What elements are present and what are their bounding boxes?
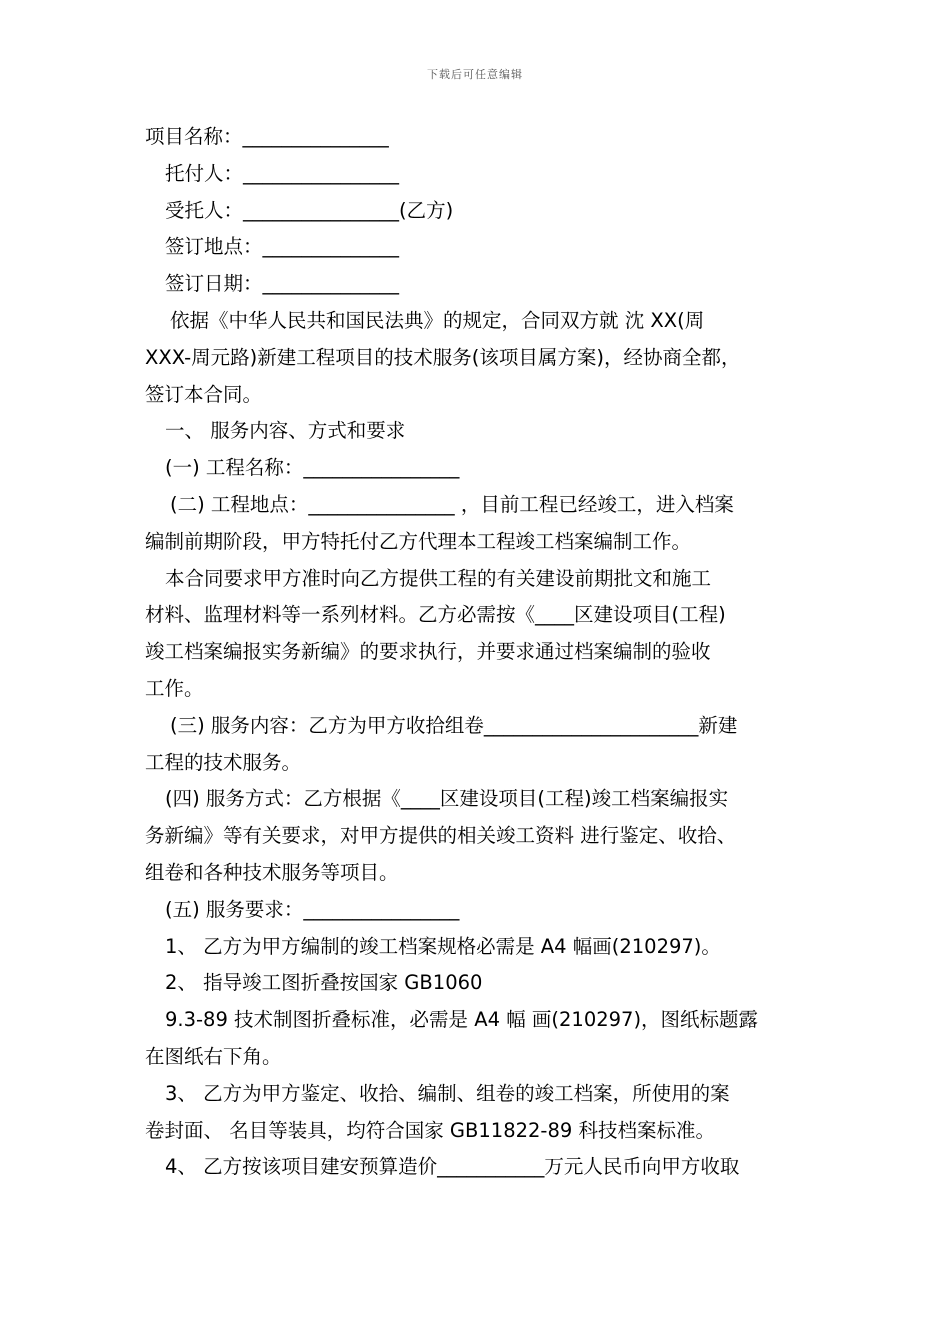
preamble-line: 依据《中华人民共和国民法典》的规定，合同双方就 沈 XX(周 bbox=[170, 308, 705, 332]
clause-line: 编制前期阶段，甲方特托付乙方代理本工程竣工档案编制工作。 bbox=[145, 529, 692, 553]
trustee-line: 受托人：________________(乙方) bbox=[165, 198, 454, 222]
clause-line: (四) 服务方式：乙方根据《____区建设项目(工程)竣工档案编报实 bbox=[165, 787, 729, 811]
list-item: 4、 乙方按该项目建安预算造价___________万元人民币向甲方收取 bbox=[165, 1155, 740, 1179]
clause-line: (三) 服务内容：乙方为甲方收拾组卷______________________新建 bbox=[170, 713, 738, 737]
list-item: 卷封面、 名目等装具，均符合国家 GB11822-89 科技档案标准。 bbox=[145, 1118, 715, 1142]
clause-line: (五) 服务要求：________________ bbox=[165, 897, 460, 921]
project-name-line: 项目名称：_______________ bbox=[145, 125, 389, 148]
list-item: 2、 指导竣工图折叠按国家 GB1060 bbox=[165, 971, 483, 995]
clause-line: 组卷和各种技术服务等项目。 bbox=[145, 860, 399, 884]
section-heading: 一、 服务内容、方式和要求 bbox=[165, 419, 406, 443]
clause-line: 务新编》等有关要求，对甲方提供的相关竣工资料 进行鉴定、收拾、 bbox=[145, 824, 737, 848]
clause-line: (二) 工程地点：_______________ ，目前工程已经竣工，进入档案 bbox=[170, 492, 734, 516]
paragraph-line: 工作。 bbox=[145, 676, 204, 700]
list-item: 9.3-89 技术制图折叠标准，必需是 A4 幅 画(210297)，图纸标题露 bbox=[165, 1008, 759, 1032]
preamble-line: XXX-周元路)新建工程项目的技术服务(该项目属方案)，经协商全都， bbox=[145, 345, 741, 369]
signing-date-line: 签订日期：______________ bbox=[165, 272, 400, 296]
clause-line: 工程的技术服务。 bbox=[145, 750, 302, 774]
paragraph-line: 本合同要求甲方准时向乙方提供工程的有关建设前期批文和施工 bbox=[165, 566, 712, 590]
list-item: 在图纸右下角。 bbox=[145, 1044, 282, 1068]
paragraph-line: 材料、监理材料等一系列材料。乙方必需按《____区建设项目(工程) bbox=[145, 603, 726, 627]
signing-place-line: 签订地点：______________ bbox=[165, 235, 400, 259]
page-header: 下载后可任意编辑 bbox=[427, 68, 523, 81]
contract-body bbox=[145, 119, 825, 1186]
clause-line: (一) 工程名称：________________ bbox=[165, 456, 460, 480]
paragraph-line: 竣工档案编报实务新编》的要求执行，并要求通过档案编制的验收 bbox=[145, 640, 711, 664]
list-item: 1、 乙方为甲方编制的竣工档案规格必需是 A4 幅画(210297)。 bbox=[165, 934, 721, 958]
preamble-line: 签订本合同。 bbox=[145, 382, 263, 406]
client-line: 托付人：________________ bbox=[165, 161, 400, 185]
list-item: 3、 乙方为甲方鉴定、收拾、编制、组卷的竣工档案，所使用的案 bbox=[165, 1081, 730, 1105]
